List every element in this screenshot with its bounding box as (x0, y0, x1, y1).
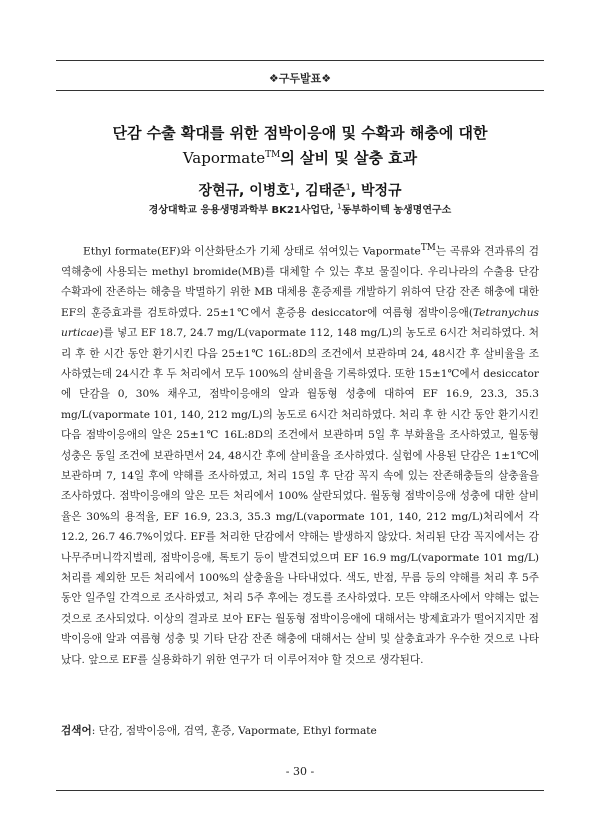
affiliation-1: 경상대학교 응용생명과학부 BK21사업단, (148, 205, 338, 216)
keywords-label: 검색어 (61, 725, 92, 737)
author-group-3: , 박정규 (350, 183, 402, 199)
affiliation-2: 동부하이텍 농생명연구소 (341, 205, 452, 216)
affiliation-mark: 1 (337, 202, 342, 211)
keywords-text: : 단감, 점박이응애, 검역, 훈증, Vapormate, Ethyl formate (91, 725, 377, 737)
title-product-name: Vapormate (182, 149, 266, 167)
abstract-segment-2: 는 곡류와 견과류의 검역해충에 사용되는 methyl bromide(MB)를 대체할 수 있는 후보 물질이다. 우리나라의 수출용 단감 수확과에 잔존하는 해충을 박멸하기 위한 MB 대체용 훈증제를 개발하기 위하여 단감 잔존 해충에 대한 EF의 훈증효과를 검토하였다. 25±1℃에서 훈증용 desiccator에 여름형 점박이응애( (61, 245, 539, 319)
header-rule (56, 90, 544, 91)
title-trademark: TM (265, 150, 281, 160)
title-line-2-rest: 의 살비 및 살충 효과 (280, 149, 418, 167)
top-rule (56, 60, 544, 61)
author-group-2: , 김태준 (294, 183, 346, 199)
author-affil-mark-1: 1 (289, 182, 295, 192)
section-label: ❖구두발표❖ (268, 72, 332, 85)
author-affil-mark-2: 1 (345, 182, 351, 192)
affiliations (0, 201, 600, 216)
author-list (0, 180, 600, 200)
author-group-1: 장현규, 이병호 (198, 183, 290, 199)
title-line-1: 단감 수출 확대를 위한 점박이응애 및 수확과 해충에 대한 (112, 124, 488, 142)
page-number: - 30 - (285, 765, 315, 778)
species-name: Tetranychus urticae (61, 306, 539, 340)
paper-title (56, 122, 544, 169)
abstract-paragraph (61, 238, 539, 670)
title-line-2 (56, 144, 544, 169)
abstract-trademark: TM (420, 243, 436, 253)
abstract-body (61, 238, 539, 670)
abstract-segment-1: Ethyl formate(EF)와 이산화탄소가 기체 상태로 섞여있는 Vapormate (83, 245, 421, 258)
bottom-rule (56, 790, 544, 791)
abstract-segment-3: )를 넣고 EF 18.7, 24.7 mg/L(vapormate 112, 148 mg/L)의 농도로 6시간 처리하였다. 처리 후 한 시간 동안 환기시킨 다음 25±1℃ 16L:8D의 조건에서 보관하며 24, 48시간 후 살비율을 조사하였는데 24시간 후 두 처리에서 모두 100%의 살비율을 기록하였다. 또한 15±1℃에서 desiccator에 단감을 0, 30% 채우고, 점박이응애의 알과 월동형 성충에 대하여 EF 16.9, 23.3, 35.3 mg/L(vapormate 101, 140, 212 mg/L)의 농도로 6시간 처리하였다. 처리 후 한 시간 동안 환기시킨 다음 점박이응애의 알은 25±1℃ 16L:8D의 조건에서 보관하며 5일 후 부화율을 조사하였고, 월동형 성충은 동일 조건에 보관하면서 24, 48시간 후에 살비율을 조사하였다. 실험에 사용된 단감은 1±1℃에 보관하며 7, 14일 후에 약해를 조사하였고, 처리 15일 후 단감 꼭지 속에 있는 잔존해충들의 살충율을 조사하였다. 점박이응애의 알은 모든 처리에서 100% 살란되었다. 월동형 점박이응애 성충에 대한 살비율은 30%의 용적율, EF 16.9, 23.3, 35.3 mg/L(vapormate 101, 140, 212 mg/L)처리에서 각 12.2, 26.7 46.7%이었다. EF를 처리한 단감에서 약해는 발생하지 않았다. 처리된 단감 꼭지에서는 감나무주머니깍지벌레, 점박이응애, 톡토기 등이 발견되었으며 EF 16.9 mg/L(vapormate 101 mg/L)처리를 제외한 모든 처리에서 100%의 살충율을 나타내었다. 색도, 반점, 무름 등의 약해를 처리 후 5주 동안 일주일 간격으로 조사하였고, 처리 5주 후에는 경도를 조사하였다. 모든 약해조사에서 약해는 없는 것으로 조사되었다. 이상의 결과로 보아 EF는 월동형 점박이응애에 대해서는 방제효과가 떨어지지만 점박이응애 알과 여름형 성충 및 기타 단감 잔존 해충에 대해서는 살비 및 살충효과가 우수한 것으로 나타났다. 앞으로 EF를 실용화하기 위한 연구가 더 이루어져야 할 것으로 생각된다. (61, 327, 539, 666)
keywords-line (61, 723, 539, 738)
